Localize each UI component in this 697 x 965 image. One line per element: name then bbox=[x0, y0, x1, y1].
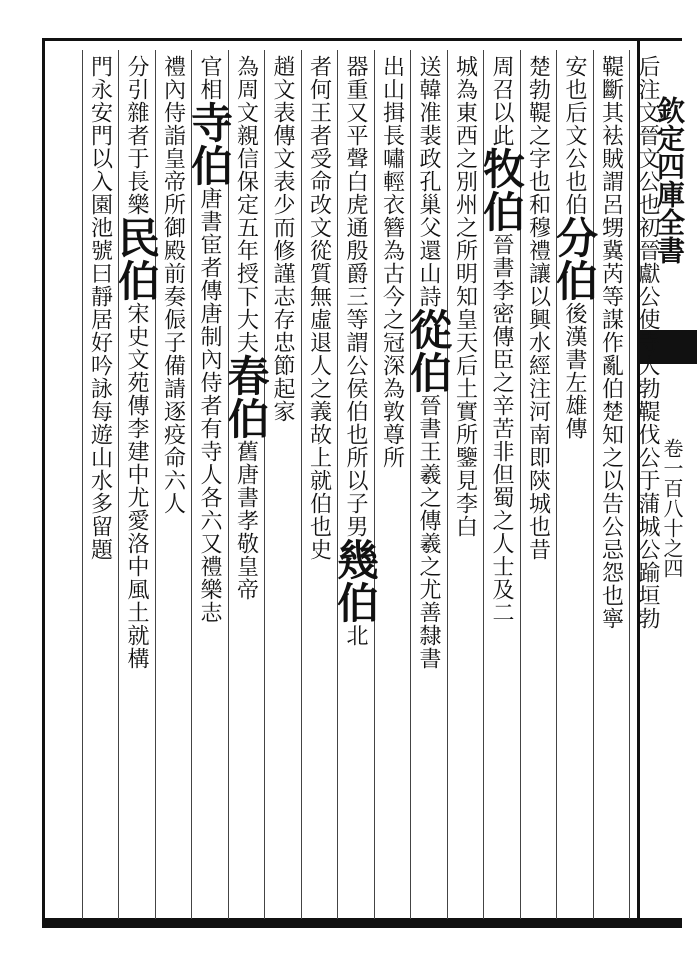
text-segment: 內侍詣皇帝所御殿前奏侲子備請逐疫命 bbox=[160, 78, 186, 469]
text-segment: 周召 bbox=[489, 55, 514, 101]
column-rule bbox=[593, 50, 594, 919]
text-segment: 官相 bbox=[197, 55, 222, 101]
text-segment: 舊唐書孝敬皇帝 bbox=[233, 440, 259, 601]
text-segment: 州 bbox=[452, 193, 478, 216]
text-segment: 趙文表傳文表少而修謹志存忠節 bbox=[270, 55, 295, 377]
text-column-16 bbox=[83, 55, 117, 910]
text-segment: 之所明知皇天后土實所鑒見李白 bbox=[452, 216, 478, 538]
heading-term: 幾伯 bbox=[331, 538, 380, 624]
text-segment: 史 bbox=[306, 538, 332, 561]
text-segment: 禮 bbox=[160, 55, 186, 78]
column-rule bbox=[556, 50, 557, 919]
heading-term: 牧伯 bbox=[477, 147, 526, 233]
text-segment: 分引雜者于長樂 bbox=[124, 55, 149, 216]
text-segment: 敦尊所 bbox=[379, 400, 405, 469]
text-segment: 六人 bbox=[160, 469, 186, 515]
column-rule bbox=[337, 50, 338, 919]
heading-term: 春伯 bbox=[221, 354, 271, 440]
frame-bottom-border bbox=[42, 918, 682, 928]
column-rule bbox=[483, 50, 484, 919]
text-column-2 bbox=[594, 55, 628, 910]
text-segment: 以此 bbox=[489, 101, 514, 147]
text-column-3 bbox=[550, 55, 599, 910]
text-segment: 門永安門以入 bbox=[87, 55, 113, 193]
text-segment: 後漢書左雄傳 bbox=[562, 302, 587, 440]
text-segment: 為古今之冠深為 bbox=[379, 239, 405, 400]
text-segment: 下大夫 bbox=[233, 285, 259, 354]
text-segment: 晉書王羲之傳羲之尤善隸書 bbox=[416, 394, 441, 670]
text-column-14 bbox=[156, 55, 190, 910]
column-rule bbox=[374, 50, 375, 919]
column-rule bbox=[155, 50, 156, 919]
heading-term: 民伯 bbox=[112, 216, 161, 302]
text-segment: 后注文晉文公也初晉獻公使寺人勃鞮伐公于蒲城公踰垣勃 bbox=[635, 55, 660, 630]
text-column-15 bbox=[112, 55, 161, 910]
margin-juan-label: 卷一百八十之四 bbox=[660, 438, 684, 578]
text-segment: 和穆禮讓以興水經注河南即陝城也昔 bbox=[525, 193, 551, 561]
column-rule bbox=[629, 50, 630, 919]
text-column-1 bbox=[630, 55, 664, 910]
text-column-9 bbox=[331, 55, 380, 910]
text-segment: 城為東西之別 bbox=[452, 55, 478, 193]
text-segment: 楚勃鞮之字也 bbox=[525, 55, 551, 193]
text-segment: 唐書宦者傳唐制內侍者有 bbox=[197, 187, 222, 440]
text-column-11 bbox=[265, 55, 299, 910]
text-segment: 園池號曰靜居好吟詠每遊山水多留題 bbox=[87, 193, 113, 561]
text-column-10 bbox=[302, 55, 336, 910]
heading-term: 分伯 bbox=[550, 216, 599, 302]
text-segment: 為周文親信保定五年授 bbox=[233, 55, 259, 285]
text-segment: 長嘯輕衣簪 bbox=[379, 124, 405, 239]
text-segment: 者何王者受命改文從質無虛退人之義故上就伯也 bbox=[306, 55, 332, 538]
text-column-6 bbox=[448, 55, 482, 910]
text-column-5 bbox=[477, 55, 526, 910]
column-rule bbox=[82, 50, 83, 919]
heading-term: 從伯 bbox=[404, 308, 453, 394]
text-segment: 宋史文苑傳李建中尤愛洛中風土就構 bbox=[124, 302, 149, 670]
text-segment: 安也后文公也伯 bbox=[562, 55, 587, 216]
text-segment: 寺人各六又禮樂志 bbox=[197, 440, 222, 624]
text-segment: 起家 bbox=[270, 377, 295, 423]
column-rule bbox=[410, 50, 411, 919]
column-rule bbox=[447, 50, 448, 919]
text-segment: 北 bbox=[343, 624, 368, 647]
heading-term: 寺伯 bbox=[185, 101, 234, 187]
column-rule bbox=[118, 50, 119, 919]
text-segment: 出山揖 bbox=[379, 55, 405, 124]
margin-book-title: 欽定四庫全書 bbox=[653, 96, 686, 264]
column-rule bbox=[264, 50, 265, 919]
text-column-7 bbox=[404, 55, 453, 910]
text-segment: 送韓准裴政孔巢父還山詩 bbox=[416, 55, 441, 308]
text-column-8 bbox=[375, 55, 409, 910]
text-segment: 鞮斷其袪賊謂呂甥冀芮等謀作亂伯楚知之以告公忌怨也寧 bbox=[598, 55, 624, 630]
column-rule bbox=[301, 50, 302, 919]
text-column-13 bbox=[185, 55, 234, 910]
text-segment: 器重又平聲白虎通殷爵三等謂公侯伯也所以子男 bbox=[343, 55, 368, 538]
text-segment: 晉書李密傳臣之辛苦非但蜀之人士及二 bbox=[489, 233, 514, 624]
column-rule bbox=[191, 50, 192, 919]
